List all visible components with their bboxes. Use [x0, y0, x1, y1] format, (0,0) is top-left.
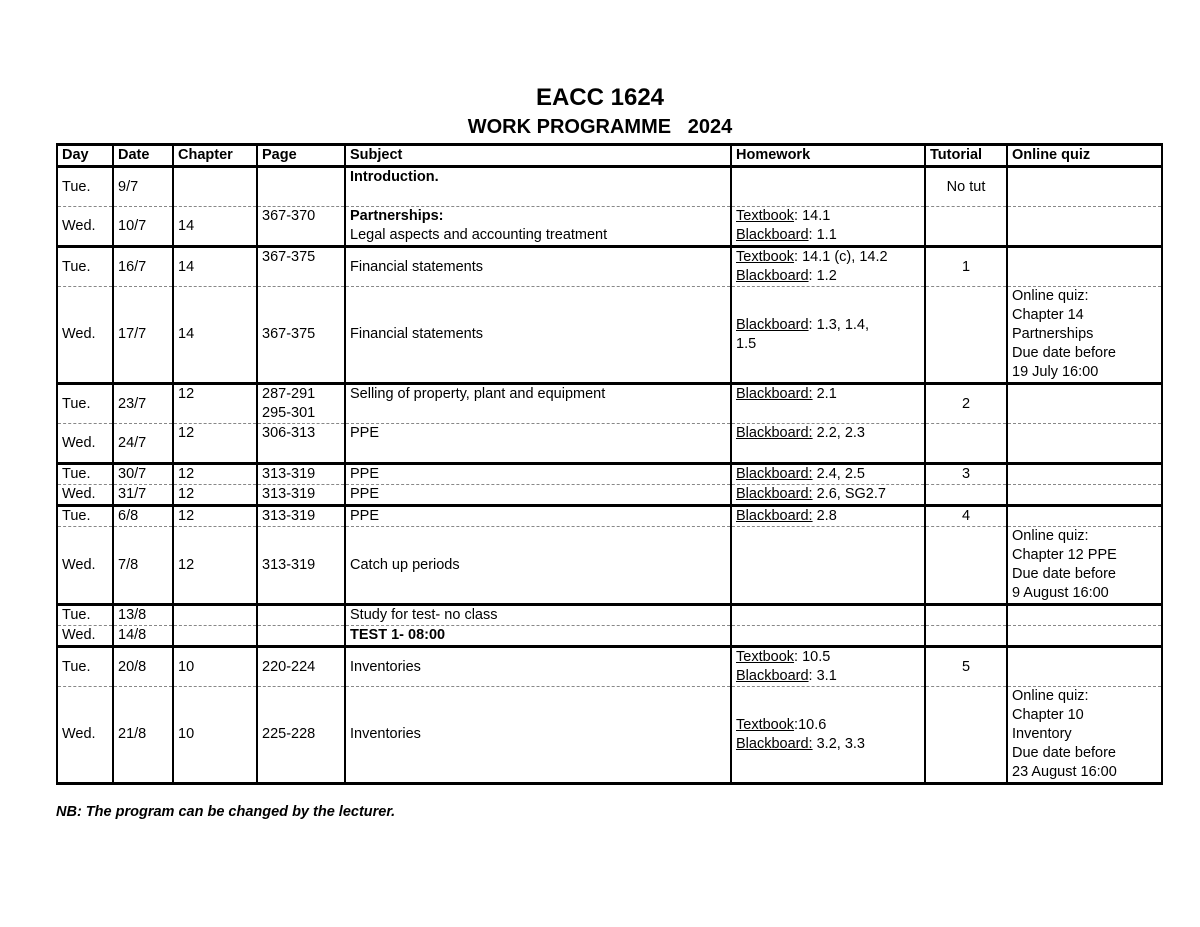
- blackboard-link: Blackboard:: [736, 508, 813, 524]
- cell-day: Wed.: [57, 485, 113, 506]
- cell-subject: Financial statements: [345, 247, 731, 287]
- subject-heading: Partnerships:: [350, 208, 444, 224]
- cell-day: Wed.: [57, 207, 113, 247]
- cell-date: 10/7: [113, 207, 173, 247]
- cell-tutorial: [925, 687, 1007, 784]
- blackboard-link: Blackboard:: [736, 386, 813, 402]
- textbook-link: Textbook: [736, 716, 795, 733]
- cell-online-quiz: [1007, 384, 1162, 424]
- table-row: [57, 527, 1162, 605]
- homework-text: : 14.1 (c), 14.2: [794, 249, 888, 265]
- cell-homework: [731, 464, 925, 485]
- cell-subject: Inventories: [345, 647, 731, 687]
- cell-tutorial: [925, 605, 1007, 626]
- cell-online-quiz: [1007, 626, 1162, 647]
- cell-subject: PPE: [345, 506, 731, 527]
- cell-subject: Study for test- no class: [345, 605, 731, 626]
- cell-tutorial: 4: [925, 506, 1007, 527]
- cell-chapter: 14: [173, 207, 257, 247]
- blackboard-link: Blackboard: [736, 668, 809, 684]
- cell-tutorial: 3: [925, 464, 1007, 485]
- blackboard-link: Blackboard:: [736, 425, 813, 441]
- cell-day: Tue.: [57, 506, 113, 527]
- cell-date: 31/7: [113, 485, 173, 506]
- cell-tutorial: [925, 527, 1007, 605]
- cell-tutorial: 5: [925, 647, 1007, 687]
- homework-text: : 1.1: [808, 227, 837, 243]
- cell-day: Wed.: [57, 424, 113, 464]
- cell-date: 6/8: [113, 506, 173, 527]
- cell-chapter: 12: [173, 424, 257, 464]
- quiz-line: Due date before: [1012, 566, 1116, 582]
- quiz-line: Inventory: [1012, 726, 1072, 742]
- cell-online-quiz: [1007, 287, 1162, 384]
- homework-text: : 3.1: [808, 668, 837, 684]
- cell-chapter: 12: [173, 384, 257, 424]
- blackboard-link: Blackboard: [736, 316, 809, 333]
- homework-text: : 10.5: [794, 649, 831, 665]
- quiz-line: Chapter 14: [1012, 307, 1084, 323]
- cell-online-quiz: [1007, 167, 1162, 207]
- cell-day: Wed.: [57, 626, 113, 647]
- quiz-line: 23 August 16:00: [1012, 764, 1117, 780]
- cell-chapter: 12: [173, 485, 257, 506]
- cell-chapter: [173, 167, 257, 207]
- cell-tutorial: [925, 424, 1007, 464]
- quiz-line: Online quiz:: [1012, 528, 1089, 544]
- subject-detail: Legal aspects and accounting treatment: [350, 227, 608, 243]
- cell-online-quiz: [1007, 506, 1162, 527]
- quiz-line: Online quiz:: [1012, 688, 1089, 704]
- cell-tutorial: 2: [925, 384, 1007, 424]
- homework-text: 2.8: [812, 508, 837, 524]
- cell-online-quiz: [1007, 424, 1162, 464]
- cell-page: 313-319: [257, 506, 345, 527]
- cell-homework: [731, 287, 925, 384]
- table-row: [57, 605, 1162, 626]
- cell-online-quiz: [1007, 605, 1162, 626]
- table-header-row: [57, 145, 1162, 167]
- cell-day: Tue.: [57, 647, 113, 687]
- table-row: [57, 167, 1162, 207]
- cell-online-quiz: [1007, 247, 1162, 287]
- cell-online-quiz: [1007, 464, 1162, 485]
- homework-text: 2.2, 2.3: [812, 425, 865, 441]
- blackboard-link: Blackboard:: [736, 486, 813, 502]
- table-row: [57, 485, 1162, 506]
- page-range: 287-291: [262, 386, 316, 402]
- header-chapter: Chapter: [173, 145, 257, 167]
- cell-page: [257, 384, 345, 424]
- cell-tutorial: No tut: [925, 167, 1007, 207]
- cell-page: 367-375: [257, 247, 345, 287]
- table-row: [57, 626, 1162, 647]
- work-programme-table: [56, 143, 1163, 785]
- header-date: Date: [113, 145, 173, 167]
- table-row: [57, 247, 1162, 287]
- cell-day: Wed.: [57, 527, 113, 605]
- cell-chapter: 14: [173, 287, 257, 384]
- cell-homework: [731, 384, 925, 424]
- cell-date: 7/8: [113, 527, 173, 605]
- cell-page: 367-370: [257, 207, 345, 247]
- cell-page: 220-224: [257, 647, 345, 687]
- homework-text: 2.4, 2.5: [812, 466, 865, 482]
- cell-homework: [731, 207, 925, 247]
- cell-subject: Inventories: [345, 687, 731, 784]
- cell-chapter: [173, 626, 257, 647]
- quiz-line: Chapter 12 PPE: [1012, 547, 1117, 563]
- textbook-link: Textbook: [736, 249, 795, 265]
- blackboard-link: Blackboard: [736, 268, 809, 284]
- cell-date: 13/8: [113, 605, 173, 626]
- homework-text: : 1.2: [808, 268, 837, 284]
- cell-date: 24/7: [113, 424, 173, 464]
- cell-page: 313-319: [257, 464, 345, 485]
- cell-subject: Catch up periods: [345, 527, 731, 605]
- cell-homework: [731, 527, 925, 605]
- textbook-link: Textbook: [736, 208, 795, 224]
- cell-tutorial: [925, 207, 1007, 247]
- cell-page: [257, 626, 345, 647]
- header-subject: Subject: [345, 145, 731, 167]
- cell-subject: Financial statements: [345, 287, 731, 384]
- table-row: [57, 506, 1162, 527]
- page-range: 295-301: [262, 405, 316, 421]
- cell-homework: [731, 605, 925, 626]
- document-subtitle: WORK PROGRAMME 2024: [467, 116, 733, 138]
- cell-chapter: 12: [173, 527, 257, 605]
- quiz-line: Partnerships: [1012, 326, 1094, 342]
- table-row: [57, 687, 1162, 784]
- cell-homework: [731, 485, 925, 506]
- quiz-line: Chapter 10: [1012, 707, 1084, 723]
- homework-text: : 14.1: [794, 208, 831, 224]
- cell-date: 9/7: [113, 167, 173, 207]
- cell-homework: [731, 647, 925, 687]
- cell-day: Tue.: [57, 605, 113, 626]
- table-row: [57, 207, 1162, 247]
- cell-chapter: 10: [173, 687, 257, 784]
- cell-tutorial: [925, 626, 1007, 647]
- quiz-line: Due date before: [1012, 745, 1116, 761]
- cell-date: 20/8: [113, 647, 173, 687]
- cell-date: 23/7: [113, 384, 173, 424]
- table-row: [57, 464, 1162, 485]
- cell-date: 14/8: [113, 626, 173, 647]
- cell-online-quiz: [1007, 687, 1162, 784]
- cell-tutorial: [925, 485, 1007, 506]
- cell-online-quiz: [1007, 485, 1162, 506]
- cell-subject: PPE: [345, 424, 731, 464]
- cell-chapter: 12: [173, 506, 257, 527]
- cell-day: Tue.: [57, 247, 113, 287]
- cell-day: Wed.: [57, 287, 113, 384]
- header-day: Day: [57, 145, 113, 167]
- cell-day: Tue.: [57, 384, 113, 424]
- homework-text: : 1.3, 1.4,: [808, 316, 870, 333]
- cell-page: [257, 605, 345, 626]
- cell-page: 367-375: [257, 287, 345, 384]
- cell-day: Tue.: [57, 167, 113, 207]
- cell-chapter: 10: [173, 647, 257, 687]
- cell-online-quiz: [1007, 647, 1162, 687]
- cell-chapter: 12: [173, 464, 257, 485]
- homework-text: 2.1: [812, 386, 837, 402]
- header-page: Page: [257, 145, 345, 167]
- cell-subject: [345, 207, 731, 247]
- cell-date: 30/7: [113, 464, 173, 485]
- cell-subject: TEST 1- 08:00: [345, 626, 731, 647]
- cell-subject: PPE: [345, 485, 731, 506]
- cell-page: 225-228: [257, 687, 345, 784]
- homework-text: :10.6: [794, 716, 827, 733]
- blackboard-link: Blackboard:: [736, 735, 813, 752]
- cell-date: 21/8: [113, 687, 173, 784]
- document-title: EACC 1624: [535, 84, 665, 111]
- cell-subject: PPE: [345, 464, 731, 485]
- cell-subject: Selling of property, plant and equipment: [345, 384, 731, 424]
- cell-day: Wed.: [57, 687, 113, 784]
- cell-homework: [731, 247, 925, 287]
- table-row: [57, 287, 1162, 384]
- cell-online-quiz: [1007, 207, 1162, 247]
- cell-chapter: [173, 605, 257, 626]
- cell-homework: [731, 506, 925, 527]
- quiz-line: 9 August 16:00: [1012, 585, 1109, 601]
- cell-page: 313-319: [257, 485, 345, 506]
- table-row: [57, 384, 1162, 424]
- blackboard-link: Blackboard: [736, 227, 809, 243]
- header-homework: Homework: [731, 145, 925, 167]
- cell-homework: [731, 167, 925, 207]
- quiz-line: 19 July 16:00: [1012, 364, 1099, 380]
- quiz-line: Online quiz:: [1012, 288, 1089, 304]
- cell-chapter: 14: [173, 247, 257, 287]
- cell-online-quiz: [1007, 527, 1162, 605]
- blackboard-link: Blackboard:: [736, 466, 813, 482]
- textbook-link: Textbook: [736, 649, 795, 665]
- cell-page: 306-313: [257, 424, 345, 464]
- cell-date: 16/7: [113, 247, 173, 287]
- header-tutorial: Tutorial: [925, 145, 1007, 167]
- homework-text: 1.5: [736, 335, 757, 352]
- header-online-quiz: Online quiz: [1007, 145, 1162, 167]
- cell-date: 17/7: [113, 287, 173, 384]
- quiz-line: Due date before: [1012, 345, 1116, 361]
- cell-subject: Introduction.: [345, 167, 731, 207]
- cell-tutorial: 1: [925, 247, 1007, 287]
- cell-homework: [731, 424, 925, 464]
- homework-text: 3.2, 3.3: [812, 735, 865, 752]
- cell-homework: [731, 626, 925, 647]
- table-row: [57, 424, 1162, 464]
- cell-day: Tue.: [57, 464, 113, 485]
- cell-page: [257, 167, 345, 207]
- footer-note: NB: The program can be changed by the lecturer.: [56, 804, 396, 820]
- cell-homework: [731, 687, 925, 784]
- cell-page: 313-319: [257, 527, 345, 605]
- cell-tutorial: [925, 287, 1007, 384]
- homework-text: 2.6, SG2.7: [812, 486, 886, 502]
- table-row: [57, 647, 1162, 687]
